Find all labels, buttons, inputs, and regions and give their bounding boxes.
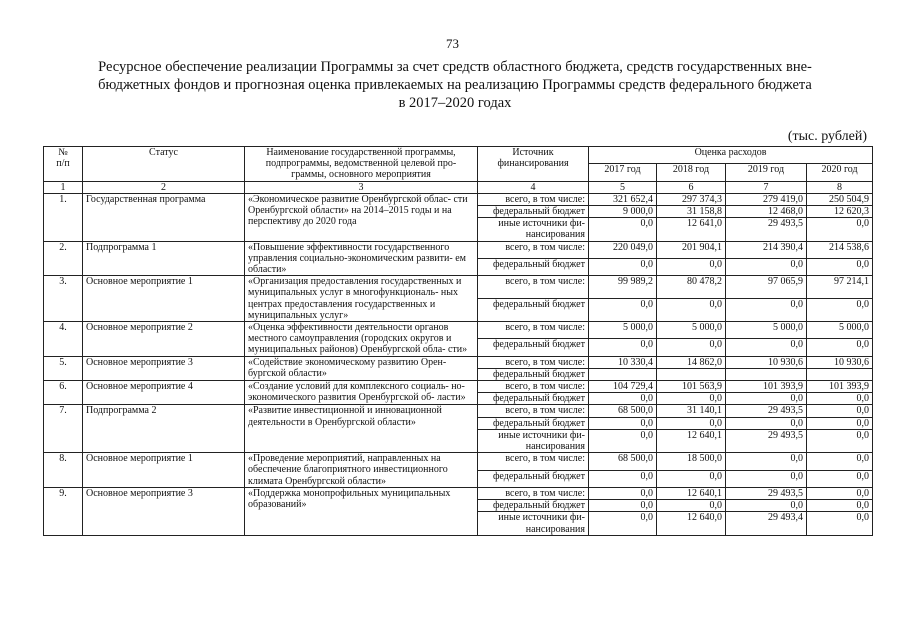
- row-value: 297 374,3: [657, 193, 726, 205]
- row-status: Основное мероприятие 1: [83, 453, 245, 488]
- table-row: [44, 322, 873, 339]
- row-name: «Создание условий для комплексного социаль- но-экономического развития Оренбургской об- ласти»: [245, 381, 478, 405]
- col-number: 6: [657, 181, 726, 193]
- row-source: всего, в том числе:: [478, 453, 589, 470]
- row-value: 0,0: [807, 453, 873, 470]
- row-value: 214 390,4: [726, 241, 807, 258]
- resource-table: [43, 146, 873, 536]
- row-number: 1.: [44, 193, 83, 241]
- row-value: 0,0: [589, 299, 657, 322]
- row-value: 0,0: [657, 417, 726, 429]
- row-source: федеральный бюджет: [478, 258, 589, 275]
- row-value: 279 419,0: [726, 193, 807, 205]
- row-number: 5.: [44, 356, 83, 380]
- row-value: 0,0: [807, 470, 873, 487]
- col-number: 2: [83, 181, 245, 193]
- header-num: № п/п: [44, 147, 83, 182]
- row-status: Основное мероприятие 4: [83, 381, 245, 405]
- col-number: 4: [478, 181, 589, 193]
- header-year: 2018 год: [657, 164, 726, 181]
- row-value: 29 493,5: [726, 218, 807, 241]
- table-row: [44, 405, 873, 417]
- row-name: «Проведение мероприятий, направленных на обеспечение благоприятного инвестиционного климата Оренбургской области»: [245, 453, 478, 488]
- row-value: 0,0: [807, 299, 873, 322]
- col-number: 7: [726, 181, 807, 193]
- row-number: 8.: [44, 453, 83, 488]
- title-line-2: бюджетных фондов и прогнозная оценка привлекаемых на реализацию Программы средств федерального бюджета: [98, 77, 812, 93]
- table-row: [44, 356, 873, 368]
- row-value: 10 930,6: [807, 356, 873, 368]
- row-value: 0,0: [589, 487, 657, 499]
- header-estimate: Оценка расходов: [589, 147, 873, 164]
- row-source: федеральный бюджет: [478, 339, 589, 356]
- row-value: 0,0: [807, 487, 873, 499]
- row-value: 201 904,1: [657, 241, 726, 258]
- row-value: 0,0: [807, 405, 873, 417]
- row-value: 31 158,8: [657, 206, 726, 218]
- row-source: федеральный бюджет: [478, 299, 589, 322]
- header-status: Статус: [83, 147, 245, 182]
- title-line-3: в 2017–2020 годах: [398, 95, 512, 111]
- col-number: 8: [807, 181, 873, 193]
- row-value: 0,0: [657, 500, 726, 512]
- col-number: 5: [589, 181, 657, 193]
- row-value: 0,0: [726, 500, 807, 512]
- row-value: 12 640,1: [657, 487, 726, 499]
- row-value: 0,0: [589, 218, 657, 241]
- row-value: 5 000,0: [807, 322, 873, 339]
- row-value: 29 493,5: [726, 405, 807, 417]
- row-value: 101 563,9: [657, 381, 726, 393]
- row-value: 0,0: [657, 470, 726, 487]
- col-number: 1: [44, 181, 83, 193]
- row-value: 0,0: [589, 512, 657, 535]
- row-value: 0,0: [807, 339, 873, 356]
- row-value: 0,0: [589, 500, 657, 512]
- row-value: 321 652,4: [589, 193, 657, 205]
- row-source: федеральный бюджет: [478, 470, 589, 487]
- row-name: «Содействие экономическому развитию Орен- бургской области»: [245, 356, 478, 380]
- row-value: 99 989,2: [589, 276, 657, 299]
- row-source: всего, в том числе:: [478, 276, 589, 299]
- row-value: 12 640,1: [657, 429, 726, 452]
- row-value: 0,0: [589, 258, 657, 275]
- row-value: 220 049,0: [589, 241, 657, 258]
- row-value: 0,0: [807, 512, 873, 535]
- row-number: 6.: [44, 381, 83, 405]
- row-source: федеральный бюджет: [478, 368, 589, 380]
- row-source: всего, в том числе:: [478, 322, 589, 339]
- row-value: 0,0: [589, 470, 657, 487]
- units-label: (тыс. рублей): [787, 129, 867, 144]
- table-row: [44, 276, 873, 299]
- row-value: [807, 368, 873, 380]
- table-row: [44, 241, 873, 258]
- table-row: [44, 193, 873, 205]
- row-value: 214 538,6: [807, 241, 873, 258]
- row-source: федеральный бюджет: [478, 500, 589, 512]
- header-source: Источник финансирования: [478, 147, 589, 182]
- row-value: 0,0: [726, 299, 807, 322]
- row-value: [657, 368, 726, 380]
- page-number: 73: [446, 36, 459, 51]
- row-source: федеральный бюджет: [478, 417, 589, 429]
- title-line-1: Ресурсное обеспечение реализации Программы за счет средств областного бюджета, средств государственных вне-: [98, 59, 812, 75]
- table-row: [44, 381, 873, 393]
- row-value: 104 729,4: [589, 381, 657, 393]
- row-value: 0,0: [807, 258, 873, 275]
- table-row: [44, 453, 873, 470]
- row-value: 0,0: [589, 417, 657, 429]
- row-name: «Развитие инвестиционной и инновационной деятельности в Оренбургской области»: [245, 405, 478, 453]
- row-value: 0,0: [726, 339, 807, 356]
- row-source: всего, в том числе:: [478, 193, 589, 205]
- row-value: [726, 368, 807, 380]
- row-source: иные источники фи- нансирования: [478, 429, 589, 452]
- row-value: 31 140,1: [657, 405, 726, 417]
- row-value: 0,0: [589, 429, 657, 452]
- row-value: 29 493,5: [726, 429, 807, 452]
- row-value: 97 065,9: [726, 276, 807, 299]
- row-value: 14 862,0: [657, 356, 726, 368]
- row-value: 5 000,0: [726, 322, 807, 339]
- row-number: 2.: [44, 241, 83, 276]
- row-name: «Повышение эффективности государственного управления социально-экономическим развити- ем области»: [245, 241, 478, 276]
- row-value: 0,0: [657, 299, 726, 322]
- row-value: 0,0: [589, 339, 657, 356]
- row-source: всего, в том числе:: [478, 356, 589, 368]
- row-status: Государственная программа: [83, 193, 245, 241]
- row-value: 10 330,4: [589, 356, 657, 368]
- row-value: 12 641,0: [657, 218, 726, 241]
- row-name: «Поддержка монопрофильных муниципальных образований»: [245, 487, 478, 535]
- row-value: 0,0: [807, 393, 873, 405]
- header-name: Наименование государственной программы, подпрограммы, ведомственной целевой про- граммы, основного мероприятия: [245, 147, 478, 182]
- row-value: 12 640,0: [657, 512, 726, 535]
- row-status: Подпрограмма 1: [83, 241, 245, 276]
- row-value: 0,0: [657, 258, 726, 275]
- table-row: [44, 487, 873, 499]
- row-value: 0,0: [726, 258, 807, 275]
- row-value: 97 214,1: [807, 276, 873, 299]
- row-value: 80 478,2: [657, 276, 726, 299]
- row-value: 250 504,9: [807, 193, 873, 205]
- row-value: 0,0: [657, 393, 726, 405]
- header-year: 2017 год: [589, 164, 657, 181]
- col-number: 3: [245, 181, 478, 193]
- row-value: 0,0: [589, 393, 657, 405]
- row-number: 3.: [44, 276, 83, 322]
- row-value: 12 620,3: [807, 206, 873, 218]
- row-number: 9.: [44, 487, 83, 535]
- row-name: «Экономическое развитие Оренбургской облас- сти Оренбургской области» на 2014–2015 годы и на перспективу до 2020 года: [245, 193, 478, 241]
- row-status: Основное мероприятие 2: [83, 322, 245, 357]
- row-value: 0,0: [726, 417, 807, 429]
- header-year: 2019 год: [726, 164, 807, 181]
- row-value: 0,0: [726, 453, 807, 470]
- row-value: 5 000,0: [589, 322, 657, 339]
- row-value: 0,0: [807, 429, 873, 452]
- row-value: 101 393,9: [807, 381, 873, 393]
- row-source: иные источники фи- нансирования: [478, 512, 589, 535]
- row-value: [589, 368, 657, 380]
- row-name: «Организация предоставления государственных и муниципальных услуг в многофункциональ- ных центрах предоставления государственных и муниципальных услуг»: [245, 276, 478, 322]
- row-number: 7.: [44, 405, 83, 453]
- row-value: 9 000,0: [589, 206, 657, 218]
- row-value: 0,0: [726, 470, 807, 487]
- row-source: всего, в том числе:: [478, 241, 589, 258]
- row-value: 5 000,0: [657, 322, 726, 339]
- row-value: 68 500,0: [589, 453, 657, 470]
- row-source: всего, в том числе:: [478, 381, 589, 393]
- row-source: всего, в том числе:: [478, 405, 589, 417]
- row-source: федеральный бюджет: [478, 393, 589, 405]
- row-source: федеральный бюджет: [478, 206, 589, 218]
- row-value: 0,0: [657, 339, 726, 356]
- row-number: 4.: [44, 322, 83, 357]
- row-value: 29 493,4: [726, 512, 807, 535]
- row-value: 29 493,5: [726, 487, 807, 499]
- row-value: 0,0: [726, 393, 807, 405]
- row-status: Основное мероприятие 1: [83, 276, 245, 322]
- row-value: 10 930,6: [726, 356, 807, 368]
- row-value: 0,0: [807, 500, 873, 512]
- row-value: 0,0: [807, 218, 873, 241]
- row-source: всего, в том числе:: [478, 487, 589, 499]
- table-body: [44, 193, 873, 535]
- row-status: Подпрограмма 2: [83, 405, 245, 453]
- header-year: 2020 год: [807, 164, 873, 181]
- row-status: Основное мероприятие 3: [83, 487, 245, 535]
- row-value: 18 500,0: [657, 453, 726, 470]
- row-source: иные источники фи- нансирования: [478, 218, 589, 241]
- row-name: «Оценка эффективности деятельности органов местного самоуправления (городских округов и муниципальных районов) Оренбургской обла- сти»: [245, 322, 478, 357]
- page-title: [60, 58, 850, 112]
- row-value: 0,0: [807, 417, 873, 429]
- row-value: 68 500,0: [589, 405, 657, 417]
- row-value: 12 468,0: [726, 206, 807, 218]
- row-status: Основное мероприятие 3: [83, 356, 245, 380]
- row-value: 101 393,9: [726, 381, 807, 393]
